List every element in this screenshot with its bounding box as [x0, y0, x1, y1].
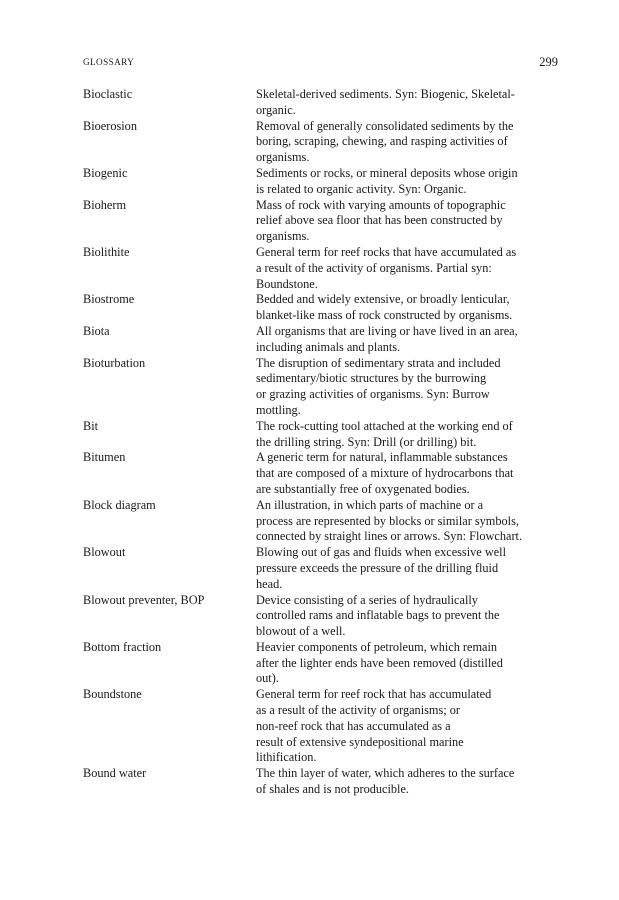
- definition-line: Removal of generally consolidated sediments by the: [256, 118, 514, 133]
- definition-line: organic.: [256, 102, 296, 117]
- definition-line: that are composed of a mixture of hydrocarbons that: [256, 466, 514, 481]
- definition-line: of shales and is not producible.: [256, 782, 409, 797]
- definition-line: Skeletal-derived sediments. Syn: Biogenic, Skeletal-: [256, 87, 515, 101]
- definition-line: Device consisting of a series of hydraulically: [256, 592, 478, 607]
- glossary-term: Biogenic: [83, 165, 128, 180]
- glossary-entry: [83, 356, 563, 419]
- definition-line: blanket-like mass of rock constructed by organisms.: [256, 308, 513, 323]
- definition-line: The thin layer of water, which adheres to the surface: [256, 766, 515, 781]
- glossary-entry: [83, 593, 563, 640]
- glossary-definition: [256, 356, 561, 419]
- glossary-entry: [83, 640, 563, 687]
- glossary-term: Bottom fraction: [83, 639, 162, 654]
- glossary-term: Bit: [83, 418, 99, 433]
- glossary-entry: [83, 545, 563, 592]
- definition-line: after the lighter ends have been removed (distilled: [256, 655, 503, 670]
- glossary-term: Bioerosion: [83, 118, 137, 133]
- definition-line: An illustration, in which parts of machine or a: [256, 497, 484, 512]
- running-header: [83, 55, 558, 71]
- glossary-definition: [256, 166, 561, 198]
- definition-line: as a result of the activity of organisms; or: [256, 703, 460, 718]
- definition-line: process are represented by blocks or similar symbols,: [256, 513, 519, 528]
- definition-line: head.: [256, 576, 283, 591]
- definition-line: General term for reef rocks that have accumulated as: [256, 244, 517, 259]
- glossary-definition: [256, 766, 561, 798]
- definition-line: or grazing activities of organisms. Syn: Burrow: [256, 387, 490, 402]
- glossary-term: Bound water: [83, 766, 147, 781]
- glossary-term: Bioclastic: [83, 87, 133, 101]
- definition-line: relief above sea floor that has been constructed by: [256, 213, 503, 228]
- glossary-term: Boundstone: [83, 687, 142, 702]
- glossary-definition: [256, 198, 561, 245]
- definition-line: is related to organic activity. Syn: Organic.: [256, 181, 467, 196]
- glossary-term: Blowout: [83, 545, 126, 560]
- definition-line: Bedded and widely extensive, or broadly lenticular,: [256, 292, 510, 307]
- definition-line: sedimentary/biotic structures by the burrowing: [256, 371, 487, 386]
- glossary-definition: [256, 593, 561, 640]
- glossary-definition: [256, 292, 561, 324]
- glossary-definition: [256, 450, 561, 497]
- definition-line: result of extensive syndepositional marine: [256, 734, 464, 749]
- section-title: GLOSSARY: [83, 57, 135, 67]
- glossary-term: Biota: [83, 323, 110, 338]
- glossary-term: Bioturbation: [83, 355, 146, 370]
- page-number: 299: [539, 55, 558, 69]
- glossary-term: Block diagram: [83, 497, 156, 512]
- definition-line: General term for reef rock that has accumulated: [256, 687, 492, 702]
- glossary-entry: [83, 87, 563, 119]
- glossary-entries: [83, 87, 563, 798]
- glossary-entry: [83, 166, 563, 198]
- glossary-term: Biolithite: [83, 244, 130, 259]
- definition-line: blowout of a well.: [256, 624, 346, 639]
- definition-line: Mass of rock with varying amounts of topographic: [256, 197, 506, 212]
- glossary-entry: [83, 450, 563, 497]
- glossary-definition: [256, 324, 561, 356]
- glossary-term: Bitumen: [83, 450, 126, 465]
- definition-line: Heavier components of petroleum, which remain: [256, 639, 498, 654]
- definition-line: organisms.: [256, 229, 310, 244]
- glossary-entry: [83, 687, 563, 766]
- glossary-term: Blowout preventer, BOP: [83, 592, 205, 607]
- glossary-definition: [256, 545, 561, 592]
- glossary-entry: [83, 766, 563, 798]
- definition-line: out).: [256, 671, 279, 686]
- definition-line: are substantially free of oxygenated bodies.: [256, 481, 470, 496]
- definition-line: the drilling string. Syn: Drill (or drilling) bit.: [256, 434, 477, 449]
- glossary-entry: [83, 292, 563, 324]
- definition-line: A generic term for natural, inflammable substances: [256, 450, 508, 465]
- glossary-entry: [83, 198, 563, 245]
- glossary-definition: [256, 498, 561, 545]
- definition-line: mottling.: [256, 402, 301, 417]
- definition-line: including animals and plants.: [256, 339, 401, 354]
- glossary-definition: [256, 687, 561, 766]
- definition-line: The disruption of sedimentary strata and included: [256, 355, 501, 370]
- definition-line: organisms.: [256, 150, 310, 165]
- glossary-definition: [256, 87, 561, 119]
- definition-line: pressure exceeds the pressure of the drilling fluid: [256, 560, 499, 575]
- glossary-entry: [83, 245, 563, 292]
- definition-line: non-reef rock that has accumulated as a: [256, 718, 451, 733]
- definition-line: lithification.: [256, 750, 317, 765]
- definition-line: a result of the activity of organisms. Partial syn:: [256, 260, 492, 275]
- definition-line: Sediments or rocks, or mineral deposits whose origin: [256, 165, 518, 180]
- definition-line: boring, scraping, chewing, and rasping activities of: [256, 134, 508, 149]
- definition-line: Boundstone.: [256, 276, 318, 291]
- glossary-definition: [256, 245, 561, 292]
- definition-line: All organisms that are living or have lived in an area,: [256, 323, 518, 338]
- glossary-entry: [83, 498, 563, 545]
- glossary-definition: [256, 119, 561, 166]
- glossary-entry: [83, 119, 563, 166]
- glossary-term: Biostrome: [83, 292, 135, 307]
- definition-line: controlled rams and inflatable bags to prevent the: [256, 608, 500, 623]
- definition-line: The rock-cutting tool attached at the working end of: [256, 418, 513, 433]
- glossary-definition: [256, 640, 561, 687]
- definition-line: Blowing out of gas and fluids when excessive well: [256, 545, 506, 560]
- glossary-entry: [83, 419, 563, 451]
- definition-line: connected by straight lines or arrows. Syn: Flowchart.: [256, 529, 523, 544]
- glossary-definition: [256, 419, 561, 451]
- glossary-term: Bioherm: [83, 197, 127, 212]
- glossary-entry: [83, 324, 563, 356]
